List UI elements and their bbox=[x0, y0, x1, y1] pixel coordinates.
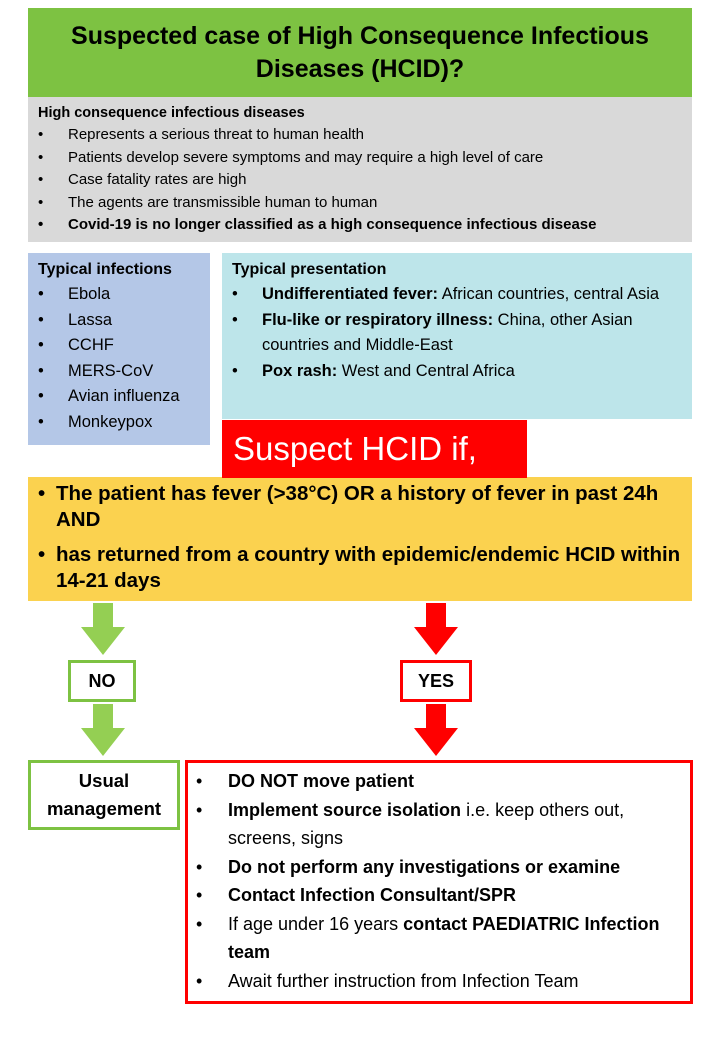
definition-heading: High consequence infectious diseases bbox=[38, 105, 305, 121]
presentation-detail: China, other Asian countries and Middle-East bbox=[262, 311, 633, 354]
action-item bbox=[196, 767, 682, 796]
definition-item: • The agents are transmissible human to human bbox=[38, 192, 682, 215]
action-item bbox=[196, 967, 682, 996]
yes-decision-box: YES bbox=[400, 660, 472, 702]
suspect-hcid-banner: Suspect HCID if, bbox=[222, 420, 527, 478]
presentation-term: Pox rash: bbox=[262, 362, 338, 380]
presentation-detail: West and Central Africa bbox=[337, 362, 515, 380]
action-text: contact PAEDIATRIC Infection team bbox=[228, 913, 660, 962]
criteria-item: • The patient has fever (>38°C) OR a history of fever in past 24h AND bbox=[38, 481, 682, 533]
action-item bbox=[196, 796, 682, 853]
presentation-heading: Typical presentation bbox=[232, 261, 387, 278]
action-text: Contact Infection Consultant/SPR bbox=[228, 885, 516, 905]
page-title-text: Suspected case of High Consequence Infectious Diseases (HCID)? bbox=[71, 21, 649, 83]
presentation-term: Flu-like or respiratory illness: bbox=[262, 311, 494, 329]
presentation-list bbox=[232, 282, 682, 384]
definition-list bbox=[38, 124, 682, 237]
hcid-definition-panel bbox=[28, 97, 692, 242]
usual-management-text: Usual management bbox=[46, 770, 162, 819]
criteria-list bbox=[38, 481, 682, 594]
action-text: DO NOT move patient bbox=[228, 771, 415, 791]
definition-item: • Patients develop severe symptoms and may require a high level of care bbox=[38, 147, 682, 170]
arrow-down-green-icon bbox=[81, 603, 125, 655]
infection-item: • MERS-CoV bbox=[38, 359, 200, 385]
action-item bbox=[196, 910, 682, 967]
criteria-item: • has returned from a country with epidemic/endemic HCID within 14-21 days bbox=[38, 542, 682, 594]
infections-heading: Typical infections bbox=[38, 261, 172, 278]
suspect-criteria-panel bbox=[28, 477, 692, 601]
no-decision-box: NO bbox=[68, 660, 136, 702]
definition-item: • Represents a serious threat to human health bbox=[38, 124, 682, 147]
action-text: Await further instruction from Infection Team bbox=[228, 970, 579, 991]
typical-infections-panel bbox=[28, 253, 210, 445]
infection-item: • CCHF bbox=[38, 333, 200, 359]
action-item bbox=[196, 881, 682, 910]
infection-item: • Lassa bbox=[38, 308, 200, 334]
typical-presentation-panel bbox=[222, 253, 692, 419]
action-text: Implement source isolation bbox=[228, 799, 462, 820]
presentation-term: Undifferentiated fever: bbox=[262, 285, 439, 303]
infection-item: • Avian influenza bbox=[38, 384, 200, 410]
infection-item: • Monkeypox bbox=[38, 410, 200, 436]
arrow-down-green-icon bbox=[81, 704, 125, 756]
presentation-item bbox=[232, 308, 682, 358]
action-text: If age under 16 years bbox=[228, 913, 404, 934]
presentation-item bbox=[232, 359, 682, 384]
arrow-down-red-icon bbox=[414, 603, 458, 655]
arrow-down-red-icon bbox=[414, 704, 458, 756]
presentation-item bbox=[232, 282, 682, 307]
infection-item: • Ebola bbox=[38, 282, 200, 308]
definition-item-covid: • Covid-19 is no longer classified as a high consequence infectious disease bbox=[38, 214, 682, 237]
action-text: i.e. keep others out, screens, signs bbox=[228, 799, 625, 848]
page-title bbox=[28, 8, 692, 97]
infections-list bbox=[38, 282, 200, 435]
action-item bbox=[196, 853, 682, 882]
actions-list bbox=[196, 767, 682, 995]
definition-item: • Case fatality rates are high bbox=[38, 169, 682, 192]
presentation-detail: African countries, central Asia bbox=[438, 285, 660, 303]
usual-management-box bbox=[28, 760, 180, 830]
actions-panel bbox=[185, 760, 693, 1004]
action-text: Do not perform any investigations or examine bbox=[228, 856, 621, 877]
